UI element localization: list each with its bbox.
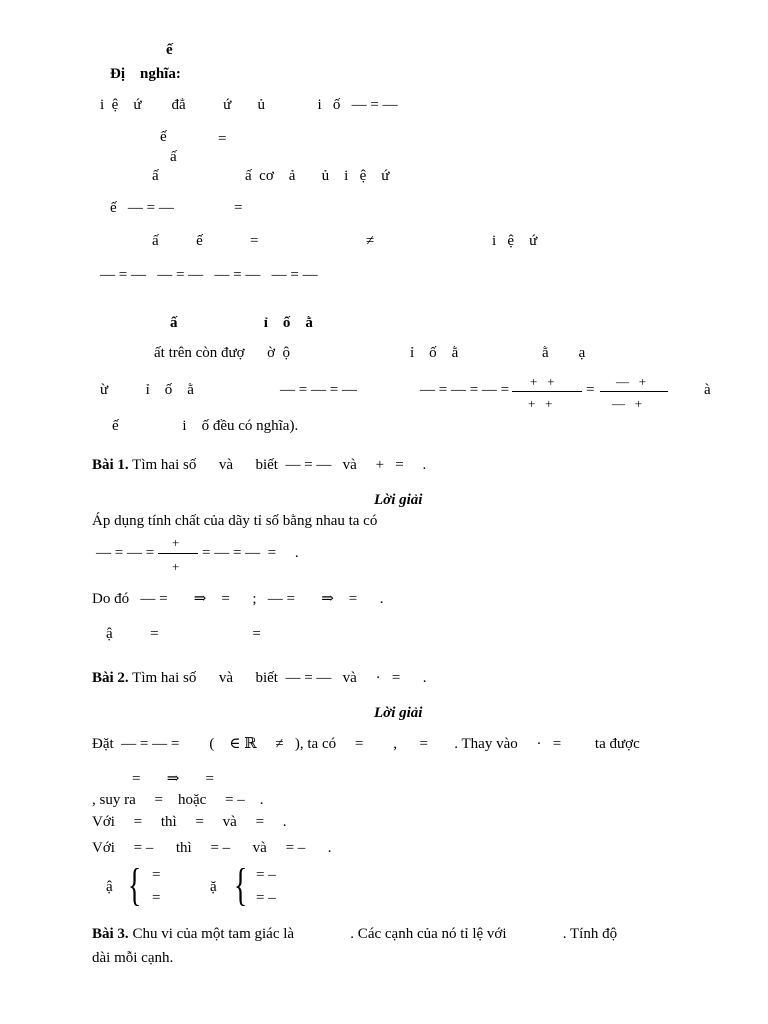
fraction-2-denominator: — +: [612, 396, 643, 411]
exercise-2-line-2: = ⇒ =: [132, 771, 214, 787]
exercise-2-title: Bài 2.: [92, 670, 129, 686]
property-line-2a: ất trên còn đượ ờ ộ: [154, 345, 291, 361]
exercise-1-frac-den: +: [172, 559, 180, 574]
definition-line-5a: ế — = —: [110, 200, 174, 216]
exercise-1-title: Bài 1.: [92, 457, 129, 473]
property-line-3a: ừ ỉ ố ằ: [100, 382, 194, 398]
exercise-2: [92, 671, 427, 686]
fraction-equals: =: [586, 382, 595, 398]
system-2-brace: {: [234, 859, 248, 910]
exercise-1-conclusion: ậ = =: [106, 626, 261, 642]
exercise-1-do-do: Do đó — = ⇒ = ; — = ⇒ = .: [92, 591, 384, 607]
exercise-2-text: Tìm hai số và biết — = — và · = .: [128, 670, 427, 686]
exercise-1-eq-a: — = — =: [96, 545, 155, 561]
not-equal-sign: ≠: [366, 233, 375, 249]
definition-line-7: — = — — = — — = — — = —: [100, 267, 318, 283]
exercise-3-title: Bài 3.: [92, 926, 129, 942]
system-1-brace: {: [128, 859, 142, 910]
definition-line-6a: ấ ế: [152, 233, 203, 249]
definition-line-6d: i ệ ứ: [492, 233, 538, 249]
definition-line-2b: =: [218, 131, 227, 147]
exercise-3-text-2: dài mỗi cạnh.: [92, 950, 174, 966]
property-heading: ấ ỉ ố ằ: [170, 315, 313, 331]
exercise-1-text: Tìm hai số và biết — = — và + = .: [128, 457, 427, 473]
property-line-3c: — = — = — =: [420, 382, 510, 398]
exercise-1-apply-text: Áp dụng tính chất của dãy tỉ số bằng nhau ta có: [92, 513, 378, 529]
system-2-eq-b: = –: [256, 890, 276, 906]
definition-line-3: ấ: [170, 149, 177, 165]
definition-line-2a: ế: [160, 129, 167, 145]
fraction-2-bar: [600, 391, 668, 392]
exercise-2-conclusion-2: ặ: [210, 879, 217, 895]
definition-line-4a: ấ: [152, 168, 159, 184]
exercise-2-line-5: Với = – thì = – và = – .: [92, 840, 332, 856]
exercise-2-line-3: , suy ra = hoặc = – .: [92, 792, 264, 808]
definition-line-6b: =: [250, 233, 259, 249]
property-line-3d: à: [704, 382, 711, 398]
property-line-2c: ằ ạ: [542, 345, 586, 361]
exercise-1: [92, 458, 426, 473]
definition-line-4b: ấ cơ ả ủ i ệ ứ: [245, 168, 390, 184]
definition-heading: Đị nghĩa:: [110, 66, 181, 82]
exercise-2-line-4: Với = thì = và = .: [92, 814, 287, 830]
fraction-1-denominator: + +: [528, 396, 553, 411]
property-line-4: ế i ố đều có nghĩa).: [112, 418, 299, 434]
exercise-2-conclusion-1: ậ: [106, 879, 113, 895]
fraction-1-bar: [512, 391, 582, 392]
property-line-2b: ỉ ố ằ: [410, 345, 459, 361]
exercise-1-frac-bar: [158, 553, 198, 554]
definition-line-1: i ệ ứ đẳ ứ ủ i ố — = —: [100, 97, 398, 113]
exercise-3-text: Chu vi của một tam giác là . Các cạnh của nó tỉ lệ với . Tính độ: [128, 926, 618, 942]
exercise-3: [92, 927, 617, 942]
property-line-3b: — = — = —: [280, 382, 357, 398]
exercise-1-frac-num: +: [172, 535, 180, 550]
system-2-eq-a: = –: [256, 867, 276, 883]
exercise-2-solution-heading: Lời giải: [374, 705, 423, 721]
exercise-2-dat: Đặt — = — = ( ∈ ℝ ≠ ), ta có = , = . Thay vào · = ta được: [92, 736, 640, 752]
definition-line-5b: =: [234, 200, 243, 216]
system-1-eq-a: =: [152, 867, 161, 883]
exercise-1-solution-heading: Lời giải: [374, 492, 423, 508]
fraction-1-numerator: + +: [530, 374, 555, 389]
exercise-1-eq-b: = — = — = .: [202, 545, 299, 561]
heading-glyph: ế: [166, 42, 173, 58]
fraction-2-numerator: — +: [616, 374, 647, 389]
system-1-eq-b: =: [152, 890, 161, 906]
